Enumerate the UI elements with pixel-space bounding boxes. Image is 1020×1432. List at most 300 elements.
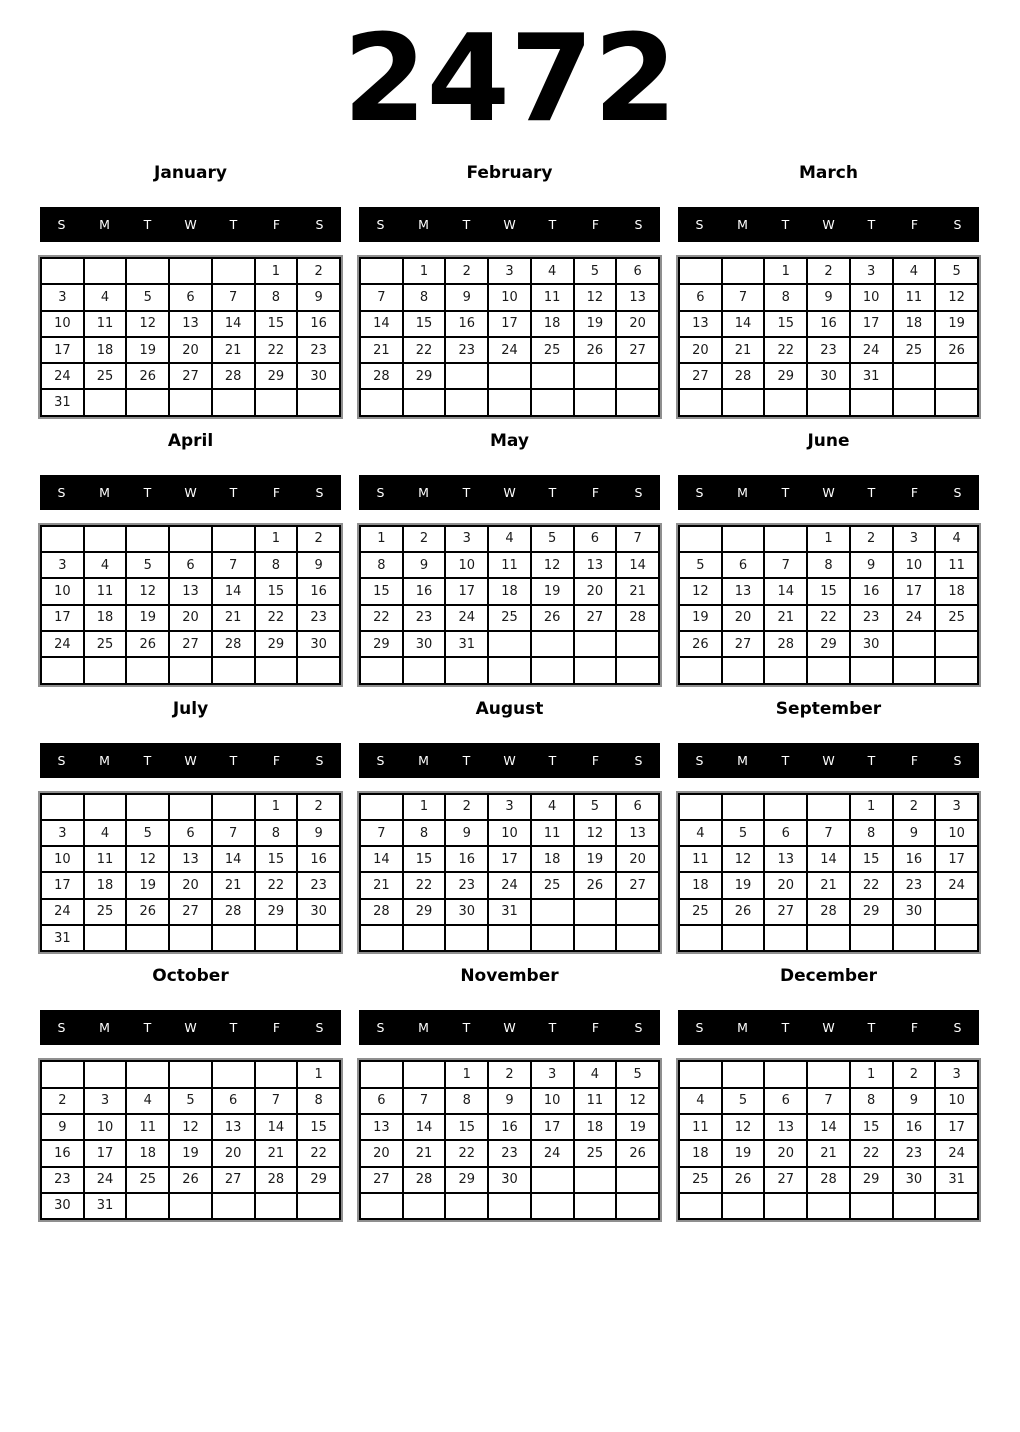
day-cell xyxy=(84,258,127,284)
week-row xyxy=(360,1167,659,1193)
day-cell: 5 xyxy=(722,1088,765,1114)
day-cell: 29 xyxy=(807,631,850,657)
day-cell: 10 xyxy=(850,284,893,310)
day-cell: 6 xyxy=(169,284,212,310)
week-row xyxy=(679,1140,978,1166)
day-cell: 4 xyxy=(126,1088,169,1114)
month-day-grid xyxy=(678,257,979,417)
months-grid xyxy=(0,163,1020,1220)
weekday-label: T xyxy=(143,217,152,232)
day-cell: 20 xyxy=(169,605,212,631)
day-cell: 17 xyxy=(488,311,531,337)
day-cell: 22 xyxy=(255,605,298,631)
day-cell: 2 xyxy=(488,1061,531,1087)
day-cell: 12 xyxy=(126,311,169,337)
day-cell: 8 xyxy=(850,820,893,846)
weekday-header-bar xyxy=(359,743,660,778)
day-cell: 7 xyxy=(722,284,765,310)
week-row xyxy=(679,578,978,604)
day-cell xyxy=(935,389,978,415)
weekday-label: T xyxy=(548,1020,557,1036)
day-cell: 11 xyxy=(488,552,531,578)
day-cell: 14 xyxy=(212,846,255,872)
day-cell: 5 xyxy=(169,1088,212,1114)
day-cell xyxy=(488,363,531,389)
day-cell: 29 xyxy=(850,899,893,925)
day-cell xyxy=(488,389,531,415)
day-cell xyxy=(488,1193,531,1219)
day-cell: 9 xyxy=(445,820,488,846)
day-cell: 9 xyxy=(445,284,488,310)
day-cell: 15 xyxy=(403,311,446,337)
weekday-label: S xyxy=(57,217,66,232)
day-cell: 20 xyxy=(574,578,617,604)
day-cell: 28 xyxy=(360,899,403,925)
day-cell: 16 xyxy=(297,311,340,337)
day-cell xyxy=(574,1193,617,1219)
day-cell: 8 xyxy=(255,820,298,846)
day-cell: 5 xyxy=(574,794,617,820)
day-cell: 12 xyxy=(722,846,765,872)
day-cell xyxy=(255,925,298,951)
day-cell: 16 xyxy=(297,578,340,604)
day-cell xyxy=(616,899,659,925)
day-cell xyxy=(445,1193,488,1219)
day-cell: 1 xyxy=(255,258,298,284)
day-cell xyxy=(893,389,936,415)
day-cell: 19 xyxy=(679,605,722,631)
week-row xyxy=(41,1061,340,1087)
day-cell: 15 xyxy=(850,1114,893,1140)
weekday-label: S xyxy=(953,752,962,768)
weekday-label: S xyxy=(695,217,704,232)
day-cell: 17 xyxy=(531,1114,574,1140)
day-cell xyxy=(126,258,169,284)
day-cell: 31 xyxy=(41,389,84,415)
day-cell: 3 xyxy=(893,526,936,552)
day-cell: 7 xyxy=(212,820,255,846)
day-cell: 20 xyxy=(616,846,659,872)
day-cell: 1 xyxy=(403,258,446,284)
day-cell xyxy=(616,389,659,415)
day-cell: 17 xyxy=(935,1114,978,1140)
weekday-label: T xyxy=(867,1020,876,1036)
day-cell: 5 xyxy=(531,526,574,552)
week-row xyxy=(41,605,340,631)
weekday-label: M xyxy=(737,217,748,232)
day-cell: 12 xyxy=(679,578,722,604)
day-cell: 2 xyxy=(893,1061,936,1087)
day-cell: 18 xyxy=(574,1114,617,1140)
week-row xyxy=(360,872,659,898)
day-cell xyxy=(360,794,403,820)
day-cell xyxy=(297,925,340,951)
day-cell: 15 xyxy=(850,846,893,872)
day-cell: 30 xyxy=(445,899,488,925)
day-cell: 9 xyxy=(297,552,340,578)
day-cell xyxy=(84,526,127,552)
week-row xyxy=(679,258,978,284)
day-cell: 1 xyxy=(360,526,403,552)
week-row xyxy=(360,1088,659,1114)
month-day-grid xyxy=(40,525,341,685)
day-cell: 12 xyxy=(616,1088,659,1114)
weekday-label: F xyxy=(272,217,281,232)
day-cell xyxy=(212,794,255,820)
month-calendar xyxy=(359,699,660,953)
weekday-label: T xyxy=(781,1020,790,1036)
day-cell: 27 xyxy=(764,1167,807,1193)
day-cell: 23 xyxy=(850,605,893,631)
day-cell xyxy=(126,1061,169,1087)
day-cell: 25 xyxy=(84,899,127,925)
week-row xyxy=(679,1167,978,1193)
day-cell: 17 xyxy=(850,311,893,337)
day-cell xyxy=(126,389,169,415)
day-cell: 24 xyxy=(935,872,978,898)
day-cell: 7 xyxy=(255,1088,298,1114)
month-calendar xyxy=(678,163,979,417)
day-cell: 28 xyxy=(807,899,850,925)
weekday-label: S xyxy=(695,484,704,500)
day-cell: 30 xyxy=(807,363,850,389)
day-cell: 27 xyxy=(574,605,617,631)
day-cell: 10 xyxy=(935,820,978,846)
day-cell: 7 xyxy=(764,552,807,578)
week-row xyxy=(679,1061,978,1087)
day-cell: 26 xyxy=(616,1140,659,1166)
weekday-label: F xyxy=(272,484,281,500)
weekday-label: F xyxy=(910,1020,919,1036)
day-cell: 22 xyxy=(764,337,807,363)
day-cell xyxy=(488,631,531,657)
week-row xyxy=(360,899,659,925)
day-cell xyxy=(84,1061,127,1087)
day-cell: 13 xyxy=(212,1114,255,1140)
day-cell: 19 xyxy=(126,872,169,898)
week-row xyxy=(679,846,978,872)
day-cell: 21 xyxy=(616,578,659,604)
day-cell: 2 xyxy=(297,794,340,820)
day-cell: 19 xyxy=(722,1140,765,1166)
week-row xyxy=(679,1193,978,1219)
week-row xyxy=(41,899,340,925)
week-row xyxy=(360,925,659,951)
day-cell: 25 xyxy=(679,899,722,925)
weekday-label: S xyxy=(634,217,643,232)
day-cell: 11 xyxy=(84,846,127,872)
week-row xyxy=(679,389,978,415)
day-cell: 10 xyxy=(41,846,84,872)
day-cell: 5 xyxy=(126,552,169,578)
day-cell: 10 xyxy=(41,578,84,604)
day-cell: 18 xyxy=(679,872,722,898)
day-cell: 16 xyxy=(297,846,340,872)
day-cell: 2 xyxy=(297,258,340,284)
day-cell: 31 xyxy=(488,899,531,925)
weekday-label: S xyxy=(953,484,962,500)
day-cell xyxy=(807,1193,850,1219)
weekday-label: W xyxy=(184,752,197,768)
day-cell: 21 xyxy=(807,872,850,898)
day-cell: 23 xyxy=(488,1140,531,1166)
day-cell: 31 xyxy=(935,1167,978,1193)
day-cell xyxy=(212,526,255,552)
month-day-grid xyxy=(40,257,341,417)
day-cell: 25 xyxy=(488,605,531,631)
day-cell xyxy=(403,389,446,415)
week-row xyxy=(360,337,659,363)
day-cell: 4 xyxy=(84,284,127,310)
day-cell: 21 xyxy=(212,872,255,898)
day-cell: 12 xyxy=(169,1114,212,1140)
week-row xyxy=(679,284,978,310)
day-cell xyxy=(531,899,574,925)
day-cell: 1 xyxy=(807,526,850,552)
month-title: May xyxy=(490,430,529,451)
day-cell xyxy=(297,657,340,683)
day-cell: 25 xyxy=(531,872,574,898)
day-cell: 17 xyxy=(445,578,488,604)
day-cell: 3 xyxy=(41,284,84,310)
weekday-label: M xyxy=(418,1020,429,1036)
month-calendar xyxy=(40,699,341,953)
day-cell xyxy=(850,657,893,683)
day-cell: 11 xyxy=(935,552,978,578)
day-cell: 22 xyxy=(403,872,446,898)
weekday-label: W xyxy=(184,217,197,232)
week-row xyxy=(41,794,340,820)
day-cell: 5 xyxy=(126,284,169,310)
day-cell xyxy=(722,1193,765,1219)
day-cell: 17 xyxy=(488,846,531,872)
month-title: October xyxy=(152,966,229,987)
day-cell: 6 xyxy=(212,1088,255,1114)
day-cell: 13 xyxy=(616,820,659,846)
weekday-label: T xyxy=(143,1020,152,1036)
day-cell: 12 xyxy=(574,284,617,310)
day-cell: 4 xyxy=(531,258,574,284)
day-cell: 8 xyxy=(255,552,298,578)
weekday-label: S xyxy=(57,484,66,500)
day-cell: 7 xyxy=(360,820,403,846)
week-row xyxy=(679,1088,978,1114)
day-cell xyxy=(41,1061,84,1087)
day-cell: 8 xyxy=(764,284,807,310)
day-cell: 7 xyxy=(403,1088,446,1114)
month-calendar xyxy=(359,431,660,685)
day-cell xyxy=(679,389,722,415)
day-cell: 29 xyxy=(445,1167,488,1193)
day-cell: 31 xyxy=(850,363,893,389)
weekday-label: S xyxy=(57,1020,66,1036)
day-cell: 22 xyxy=(297,1140,340,1166)
week-row xyxy=(679,605,978,631)
day-cell: 27 xyxy=(169,631,212,657)
day-cell: 10 xyxy=(41,311,84,337)
weekday-label: S xyxy=(634,484,643,500)
day-cell xyxy=(764,526,807,552)
day-cell: 11 xyxy=(679,1114,722,1140)
day-cell xyxy=(297,1193,340,1219)
day-cell xyxy=(445,657,488,683)
month-title: March xyxy=(799,163,858,183)
day-cell: 28 xyxy=(360,363,403,389)
day-cell: 15 xyxy=(807,578,850,604)
day-cell: 3 xyxy=(488,258,531,284)
day-cell: 17 xyxy=(893,578,936,604)
day-cell: 23 xyxy=(297,605,340,631)
day-cell: 8 xyxy=(807,552,850,578)
day-cell: 13 xyxy=(616,284,659,310)
day-cell: 5 xyxy=(722,820,765,846)
day-cell: 23 xyxy=(297,872,340,898)
day-cell: 24 xyxy=(488,872,531,898)
month-title: June xyxy=(807,430,850,451)
day-cell: 22 xyxy=(445,1140,488,1166)
day-cell: 30 xyxy=(488,1167,531,1193)
day-cell: 22 xyxy=(807,605,850,631)
day-cell: 11 xyxy=(531,820,574,846)
weekday-header-bar xyxy=(678,475,979,510)
weekday-label: T xyxy=(143,484,152,500)
day-cell: 5 xyxy=(679,552,722,578)
day-cell: 26 xyxy=(531,605,574,631)
weekday-header-bar xyxy=(40,743,341,778)
weekday-label: S xyxy=(376,1020,385,1036)
weekday-label: M xyxy=(418,217,429,232)
weekday-label: S xyxy=(315,1020,324,1036)
weekday-label: T xyxy=(548,217,557,232)
week-row xyxy=(360,631,659,657)
day-cell: 12 xyxy=(126,846,169,872)
day-cell: 8 xyxy=(297,1088,340,1114)
day-cell xyxy=(255,657,298,683)
day-cell: 28 xyxy=(764,631,807,657)
day-cell: 26 xyxy=(126,631,169,657)
day-cell: 3 xyxy=(935,794,978,820)
day-cell: 24 xyxy=(531,1140,574,1166)
week-row xyxy=(360,1061,659,1087)
week-row xyxy=(679,925,978,951)
day-cell xyxy=(764,925,807,951)
month-day-grid xyxy=(359,793,660,953)
day-cell: 30 xyxy=(297,363,340,389)
weekday-label: T xyxy=(867,752,876,768)
day-cell: 26 xyxy=(574,337,617,363)
day-cell: 15 xyxy=(255,578,298,604)
weekday-label: S xyxy=(695,752,704,768)
week-row xyxy=(679,631,978,657)
day-cell xyxy=(935,363,978,389)
day-cell: 8 xyxy=(403,820,446,846)
day-cell: 20 xyxy=(169,337,212,363)
day-cell xyxy=(935,1193,978,1219)
day-cell: 8 xyxy=(445,1088,488,1114)
month-day-grid xyxy=(678,793,979,953)
weekday-label: W xyxy=(822,217,835,232)
day-cell xyxy=(722,526,765,552)
day-cell xyxy=(212,925,255,951)
day-cell xyxy=(126,657,169,683)
week-row xyxy=(360,284,659,310)
weekday-label: F xyxy=(591,1020,600,1036)
day-cell: 20 xyxy=(212,1140,255,1166)
day-cell: 1 xyxy=(850,794,893,820)
week-row xyxy=(360,605,659,631)
day-cell: 16 xyxy=(893,1114,936,1140)
day-cell xyxy=(212,258,255,284)
day-cell: 13 xyxy=(679,311,722,337)
day-cell: 3 xyxy=(41,820,84,846)
day-cell: 3 xyxy=(488,794,531,820)
day-cell: 5 xyxy=(126,820,169,846)
day-cell xyxy=(935,657,978,683)
weekday-label: S xyxy=(376,752,385,768)
day-cell: 29 xyxy=(850,1167,893,1193)
day-cell: 23 xyxy=(297,337,340,363)
day-cell xyxy=(722,258,765,284)
day-cell: 30 xyxy=(41,1193,84,1219)
weekday-label: M xyxy=(737,752,748,768)
day-cell: 27 xyxy=(212,1167,255,1193)
day-cell xyxy=(297,389,340,415)
day-cell xyxy=(169,389,212,415)
day-cell: 22 xyxy=(850,872,893,898)
weekday-label: F xyxy=(272,752,281,768)
week-row xyxy=(41,1140,340,1166)
day-cell: 21 xyxy=(212,337,255,363)
day-cell: 22 xyxy=(403,337,446,363)
day-cell: 29 xyxy=(255,899,298,925)
day-cell: 1 xyxy=(255,794,298,820)
day-cell: 27 xyxy=(764,899,807,925)
weekday-label: T xyxy=(462,752,471,768)
day-cell xyxy=(169,526,212,552)
day-cell: 16 xyxy=(893,846,936,872)
day-cell: 10 xyxy=(935,1088,978,1114)
weekday-header-bar xyxy=(359,207,660,242)
day-cell: 8 xyxy=(255,284,298,310)
day-cell: 25 xyxy=(84,631,127,657)
day-cell: 27 xyxy=(616,337,659,363)
weekday-label: S xyxy=(953,217,962,232)
month-calendar xyxy=(40,431,341,685)
day-cell xyxy=(531,925,574,951)
day-cell: 9 xyxy=(488,1088,531,1114)
day-cell xyxy=(531,1193,574,1219)
day-cell xyxy=(41,258,84,284)
weekday-label: M xyxy=(737,1020,748,1036)
day-cell: 21 xyxy=(764,605,807,631)
day-cell: 16 xyxy=(488,1114,531,1140)
day-cell: 3 xyxy=(445,526,488,552)
day-cell: 16 xyxy=(445,846,488,872)
weekday-label: M xyxy=(99,217,110,232)
week-row xyxy=(679,872,978,898)
weekday-label: F xyxy=(591,484,600,500)
day-cell: 19 xyxy=(574,846,617,872)
day-cell: 25 xyxy=(893,337,936,363)
day-cell xyxy=(169,1193,212,1219)
day-cell: 7 xyxy=(212,552,255,578)
day-cell: 4 xyxy=(574,1061,617,1087)
day-cell: 1 xyxy=(764,258,807,284)
day-cell: 13 xyxy=(169,578,212,604)
day-cell xyxy=(574,389,617,415)
week-row xyxy=(41,258,340,284)
day-cell: 28 xyxy=(616,605,659,631)
